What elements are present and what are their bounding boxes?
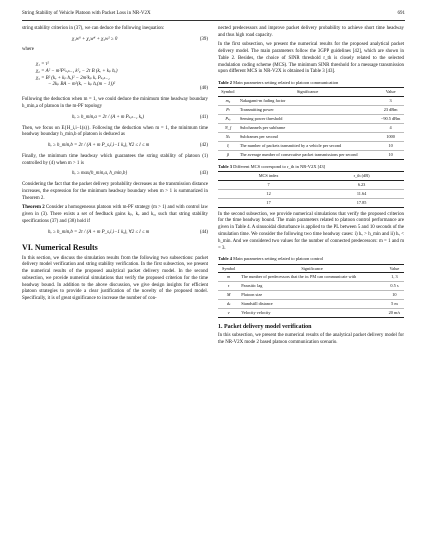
table-caption-label: Table 3 — [218, 163, 232, 169]
table-platoon-communication — [218, 87, 404, 159]
table-cell: Subchannels per subframe — [238, 124, 377, 133]
theorem — [22, 205, 208, 225]
left-column — [22, 26, 208, 350]
equation-line: χ₁ = τ² — [36, 62, 49, 68]
equation-body: hᵥ ≥ h_min,b = 2τ / (A + m P_s,i,i−1 kₐ), ∀2 ≤ l ≤ m — [48, 143, 150, 149]
table-row — [218, 273, 404, 282]
table-cell: Velocity velocity — [239, 309, 385, 318]
table-cell: N_f — [218, 124, 238, 133]
table-row — [218, 291, 404, 300]
table-cell: Pₛₑ — [218, 115, 238, 124]
right-column — [218, 26, 404, 350]
paragraph: In this subsection, we present the numerical results of the analytical packet delivery model for the NR-V2X mode 2 based platoon communication scenario. — [218, 333, 404, 346]
page-number: 691 — [397, 11, 405, 16]
table-row — [218, 106, 404, 115]
equation-lines — [36, 62, 118, 89]
table-cell: 10 — [377, 141, 404, 150]
table-cell: m — [218, 273, 239, 282]
table-cell: 11.64 — [319, 189, 404, 198]
table-caption-text: Main parameters setting related to platoon communication — [233, 80, 339, 86]
table-cell: ξ — [218, 141, 238, 150]
table-cell: Nₛ — [218, 133, 238, 142]
table-row — [218, 189, 404, 198]
equation-43 — [22, 171, 208, 178]
table-cell: Parasitic lag — [239, 282, 385, 291]
equation-44 — [22, 230, 208, 237]
table-cell: Platoon size — [239, 291, 385, 300]
equation-body: χ₁w⁶ + χ₂w⁴ + χ₃w² ≥ 0 — [72, 36, 118, 42]
equation-line: χ₃ = B² (kᵥ + kₚ hᵥ)² − 2m²kₚ kᵥ Pₛ,ₖ₋₁ — [36, 75, 110, 81]
theorem-text: Consider a homogeneous platoon with m-PF strategy (m > 1) and with control law given in (3). There exists a set of feedback gains kₚ, kᵥ and kₐ, such that string stability specifications (37) and (38) hold if — [22, 205, 208, 224]
column-header: Significance — [238, 88, 377, 97]
equation-number: (42) — [199, 143, 208, 149]
table-caption-label: Table 4 — [218, 256, 232, 262]
section-heading: VI. Numerical Results — [22, 242, 98, 252]
column-header: Significance — [239, 264, 385, 273]
table-cell: β — [218, 150, 238, 159]
column-header: Value — [385, 264, 404, 273]
paragraph: Following the deduction when m = 1, we could deduce the minimum time headway boundary h_min,a of platoon in the m-PF topology — [22, 97, 208, 110]
table-cell: 20 m/s — [385, 309, 404, 318]
table-cell: 12 — [218, 189, 319, 198]
table-caption — [218, 164, 404, 170]
paragraph: In the first subsection, we present the numerical results for the proposed analytical packet delivery model. The main parameters follow the 3GPP guidelines [42], which are shown in Table 2. Besides, the choice of SINR threshold r_th is closely related to the selected modulation coding scheme (MCS). The minimum SINR threshold for a message transmission upon different MCS in NR-V2X is obtained in Table 3 [43]. — [218, 42, 404, 75]
equation-41 — [22, 115, 208, 122]
paragraph: Then, we focus on E{H_i,i−1(s)}. Following the deduction when m = 1, the minimum time headway boundary h_min,b of platoon is deduced as — [22, 125, 208, 138]
table-cell: 1000 — [377, 133, 404, 142]
table-cell: v — [218, 309, 239, 318]
table-cell: Transmitting power — [238, 106, 377, 115]
table-cell: Sensing power threshold — [238, 115, 377, 124]
paragraph: Considering the fact that the packet delivery probability decreases as the transmission distance increases, the expression for the minimum headway boundary when m > 1 is summarized in Theorem 2. — [22, 182, 208, 201]
equation-line: − 2kₚ BA − m²(kᵥ − kₚ hᵥ(m − 1))² — [48, 82, 116, 88]
table-cell: 1, 3 — [385, 273, 404, 282]
table-cell: 23 dBm — [377, 106, 404, 115]
table-cell: Nakagami-m fading factor — [238, 97, 377, 106]
equation-body: hᵥ ≥ max{h_min,a, h_min,b} — [72, 171, 128, 177]
running-header — [22, 11, 405, 21]
equation-39 — [22, 37, 208, 44]
table-cell: The average number of consecutive packet transmissions per second — [238, 150, 377, 159]
table-cell: The number of packets transmitted by a vehicle per second — [238, 141, 377, 150]
header-title: String Stability of Vehicle Platoon with Packet Loss in NR-V2X — [22, 11, 151, 16]
table-row — [218, 115, 404, 124]
paragraph: In the second subsection, we provide numerical simulations that verify the proposed criterion for the time headway bound. The main parameters related to platoon control performance are given in Table 4. A sinusoidal disturbance is applied to the PL between 5 and 10 seconds of the simulation time. We consider the following two time headway cases: i) hᵥ > h_min and ii) hᵥ < h_min. And we considered two values for the number of connected predecessors: m = 1 and m = 3. — [218, 211, 404, 251]
table-row — [218, 133, 404, 142]
table-row — [218, 300, 404, 309]
equation-body: hᵥ ≥ h_min,a = 2τ / (A + m Pₛ,ₖ₋₁ kₐ) — [72, 114, 144, 120]
table-cell: 4 — [377, 124, 404, 133]
equation-42 — [22, 143, 208, 150]
paragraph: nected predecessors and improve packet delivery probability to achieve short time headway and thus high road capacity. — [218, 25, 404, 38]
table-cell: 10 — [377, 150, 404, 159]
table-row — [218, 97, 404, 106]
table-caption-label: Table 2 — [218, 80, 232, 86]
table-caption — [218, 256, 404, 262]
table-cell: 17 — [218, 198, 319, 207]
table-cell: 7 — [218, 180, 319, 189]
table-cell: dₛ — [218, 300, 239, 309]
paragraph: Finally, the minimum time headway which guarantees the string stability of platoon (1) controlled by (4) when m > 1 is — [22, 153, 208, 166]
table-cell: M — [218, 291, 239, 300]
equation-line: χ₂ = A² − m²P²ₛ,ₖ₋₁ k²ₐ − 2τ B (kᵥ + kₚ hᵥ) — [36, 68, 118, 74]
equation-number: (43) — [199, 171, 208, 177]
table-row — [218, 282, 404, 291]
table-caption-text: Different MCS correspond to r_th in NR-V2X [43] — [233, 163, 326, 169]
paragraph: In this section, we discuss the simulation results from the following two subsections: packet delivery model verification and string stability verification. In the first subsection, we present the numerical results of the proposed analytical packet delivery model. In the second subsection, we provide numerical simulations that verify the proposed criterion for the time headway bound. In addition to the above discussion, we give design insights for efficient platoon strategies to provide a clear justification of the novelty of the proposed model. Specifically, it is of great significance to increase the number of con- — [22, 255, 208, 302]
table-row — [218, 309, 404, 318]
table-cell: Subframes per second — [238, 133, 377, 142]
column-header: Symbol — [218, 264, 239, 273]
column-header: Symbol — [218, 88, 238, 97]
table-cell: 5 m — [385, 300, 404, 309]
subsection-heading: 1. Packet delivery model verification — [218, 324, 312, 331]
table-caption-text: Main parameters setting related to platoon control — [233, 256, 324, 262]
table-platoon-control — [218, 264, 404, 319]
equation-number: (39) — [199, 36, 208, 42]
table-cell: Pₜ — [218, 106, 238, 115]
equation-number: (40) — [199, 86, 208, 92]
table-row — [218, 150, 404, 159]
column-header: r_th (dB) — [319, 172, 404, 181]
table-row — [218, 180, 404, 189]
table-cell: 0.5 s — [385, 282, 404, 291]
equation-number: (44) — [199, 229, 208, 235]
column-header: MCS index — [218, 172, 319, 181]
paragraph: string stability criterion in (37), we can deduce the following inequation: — [22, 25, 165, 31]
table-mcs-threshold — [218, 171, 404, 208]
table-row — [218, 141, 404, 150]
table-cell: 6.23 — [319, 180, 404, 189]
equation-body: hᵥ ≥ h_min,b = 2τ / (A + m P_s,i,i−1 kₐ), ∀2 ≤ l ≤ m — [48, 229, 150, 235]
equation-40 — [22, 58, 208, 93]
table-row — [218, 198, 404, 207]
table-cell: Standstill distance — [239, 300, 385, 309]
equation-number: (41) — [199, 114, 208, 120]
table-cell: 3 — [377, 97, 404, 106]
table-cell: −90.5 dBm — [377, 115, 404, 124]
table-row — [218, 124, 404, 133]
table-cell: 10 — [385, 291, 404, 300]
table-cell: The number of predecessors that the iₜₕ PM can communicate with — [239, 273, 385, 282]
theorem-label: Theorem 2 — [22, 205, 45, 211]
column-header: Value — [377, 88, 404, 97]
table-cell: m₀ — [218, 97, 238, 106]
paragraph: where — [22, 47, 34, 53]
table-cell: 17.85 — [319, 198, 404, 207]
table-cell: τ — [218, 282, 239, 291]
table-caption — [218, 80, 404, 86]
